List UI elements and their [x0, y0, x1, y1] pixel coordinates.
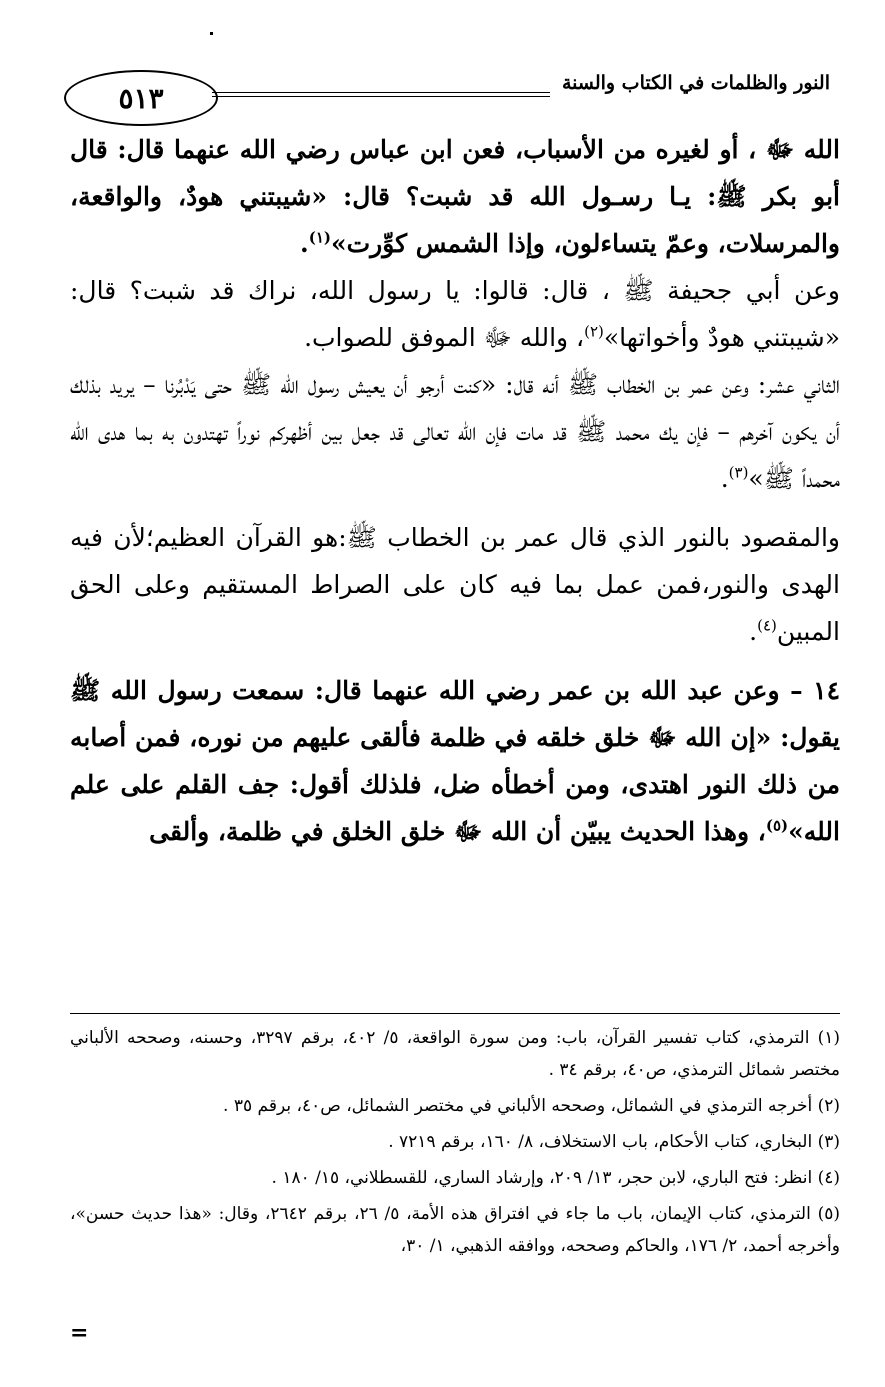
footnote-4: (٤) انظر: فتح الباري، لابن حجر، ١٣/ ٢٠٩، وإرشاد الساري، للقسطلاني، ١٥/ ١٨٠ . [271, 1168, 840, 1188]
paragraph-1: الله ﷻ ، أو لغيره من الأسباب، فعن ابن عباس رضي الله عنهما قال: قال أبو بكر ﷺ: يـا رسـول الله قد شبت؟ قال: «شيبتني هودٌ، والواقعة، والمرسلات، وعمّ يتساءلون، وإذا الشمس كوِّرت»$^{(١)}$. [70, 135, 840, 258]
footnote-1: (١) الترمذي، كتاب تفسير القرآن، باب: ومن سورة الواقعة، ٥/ ٤٠٢، برقم ٣٢٩٧، وحسنه، وصححه الألباني مختصر شمائل الترمذي، ص٤٠، برقم ٣٤ . [70, 1028, 840, 1080]
footnote-ref-1: (١) [308, 228, 332, 247]
scan-speck [210, 32, 213, 35]
paragraph-2 [70, 267, 840, 361]
footnote-ref-4: (٤) [757, 616, 777, 635]
continuation-mark: = [70, 1320, 89, 1346]
page-number: ٥١٣ [64, 70, 218, 126]
paragraph-5 [70, 667, 840, 855]
paragraph-2-text: وعن أبي جحيفة ﷺ ، قال: قالوا: يا رسول الله، نراك قد شبت؟ قال: «شيبتني هودٌ وأخواتها» [70, 276, 840, 352]
footnote-2: (٢) أخرجه الترمذي في الشمائل، وصححه الألباني في مختصر الشمائل، ص٤٠، برقم ٣٥ . [223, 1096, 840, 1116]
footnote-3: (٣) البخاري، كتاب الأحكام، باب الاستخلاف، ٨/ ١٦٠، برقم ٧٢١٩ . [388, 1132, 840, 1152]
running-header [62, 62, 830, 132]
paragraph-5-text: ١٤ – وعن عبد الله بن عمر رضي الله عنهما قال: سمعت رسول الله ﷺ يقول: «إن الله ﷻ خلق خلقه في ظلمة فألقى عليهم من نوره، فمن أصابه من ذلك النور اهتدى، ومن أخطأه ضل، فلذلك أقول: جف القلم على علم الله» [70, 676, 840, 846]
footnote-ref-3: (٣) [728, 463, 749, 482]
paragraph-3-text: الثاني عشر: وعن عمر بن الخطاب ﷺ أنه قال: «كنت أرجو أن يعيش رسول الله ﷺ حتى يَدْبُرنا – يريد بذلك أن يكون آخرهم – فإن يك محمد ﷺ قد مات فإن الله تعالى قد جعل بين أظهركم نوراً تهتدون به بما هدى الله محمداً ﷺ» [70, 370, 840, 493]
footnotes [70, 1022, 840, 1266]
paragraph-5-tail: ، وهذا الحديث يبيّن أن الله ﷻ خلق الخلق في ظلمة، وألقى [149, 817, 766, 846]
footnote-5: (٥) الترمذي، كتاب الإيمان، باب ما جاء في افتراق هذه الأمة، ٥/ ٢٦، برقم ٢٦٤٢، وقال: «هذا حديث حسن»، وأخرجه أحمد، ٢/ ١٧٦، والحاكم وصححه، ووافقه الذهبي، ١/ ٣٠، [70, 1204, 840, 1256]
paragraph-2-tail: ، والله ﷻ الموفق للصواب. [304, 323, 585, 352]
running-title: النور والظلمات في الكتاب والسنة [561, 72, 830, 94]
paragraph-1-text: الله ﷻ ، أو لغيره من الأسباب، فعن ابن عباس رضي الله عنهما قال: قال أبو بكر ﷺ: يـا رسـول الله قد شبت؟ قال: «شيبتني هودٌ، والواقعة، والمرسلات، وعمّ يتساءلون، وإذا الشمس كوِّرت» [70, 135, 840, 258]
header-rule [212, 92, 550, 97]
paragraph-3: الثاني عشر: وعن عمر بن الخطاب ﷺ أنه قال: «كنت أرجو أن يعيش رسول الله ﷺ حتى يَدْبُرنا – يريد بذلك أن يكون آخرهم – فإن يك محمد ﷺ قد مات فإن الله تعالى قد جعل بين أظهركم نوراً تهتدون به بما هدى الله محمداً ﷺ»$^{(٣)}$. [70, 370, 840, 493]
main-text [70, 126, 840, 855]
footnote-ref-2: (٢) [584, 322, 604, 341]
paragraph-4: والمقصود بالنور الذي قال عمر بن الخطاب ﷺ:هو القرآن العظيم؛لأن فيه الهدى والنور،فمن عمل بما فيه كان على الصراط المستقيم وعلى الحق المبين$^{(٤)}$. [70, 523, 840, 646]
footnote-ref-5: (٥) [765, 816, 789, 835]
paragraph-4-text: والمقصود بالنور الذي قال عمر بن الخطاب ﷺ:هو القرآن العظيم؛لأن فيه الهدى والنور،فمن عمل بما فيه كان على الصراط المستقيم وعلى الحق المبين [70, 523, 840, 646]
footnote-separator [70, 1013, 840, 1014]
